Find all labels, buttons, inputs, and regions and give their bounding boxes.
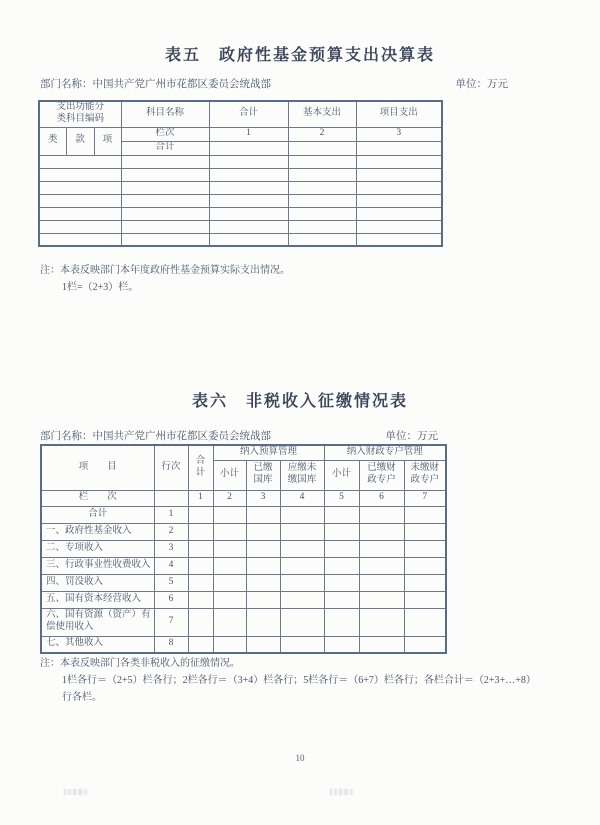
- empty-data-cell: [359, 540, 404, 557]
- table-row: [39, 127, 442, 141]
- empty-data-cell: [359, 506, 404, 523]
- note-line: 行各栏。: [62, 692, 102, 703]
- empty-data-cell: [280, 540, 324, 557]
- table6-department-name: 部门名称：中国共产党广州市花都区委员会统战部: [40, 431, 271, 442]
- empty-data-cell: [359, 636, 404, 653]
- empty-data-cell: [324, 574, 359, 591]
- note-line: 1栏=（2+3）栏。: [62, 282, 139, 293]
- empty-data-cell: [213, 608, 246, 636]
- empty-data-cell: [404, 608, 446, 636]
- empty-data-cell: [209, 194, 288, 207]
- empty-data-cell: [188, 506, 213, 523]
- table-row: [41, 557, 446, 574]
- empty-data-cell: [404, 540, 446, 557]
- table-row: [41, 591, 446, 608]
- empty-data-cell: [288, 155, 356, 168]
- empty-data-cell: [356, 141, 442, 155]
- empty-data-cell: [121, 233, 209, 246]
- empty-data-cell: [359, 591, 404, 608]
- empty-data-cell: [359, 574, 404, 591]
- gov-fund-expenditure-table: [38, 100, 443, 247]
- empty-data-cell: [280, 574, 324, 591]
- table6-title: 表六 非税收入征缴情况表: [191, 393, 408, 410]
- empty-data-cell: [209, 141, 288, 155]
- empty-data-cell: [188, 608, 213, 636]
- empty-data-cell: [39, 207, 121, 220]
- empty-data-cell: [213, 636, 246, 653]
- note-line: 1栏各行＝（2+5）栏各行；2栏各行＝（3+4）栏各行；5栏各行＝（6+7）栏各行；各栏合计＝（2+3+…+8）: [62, 675, 536, 686]
- header-cell-item: 项: [94, 127, 121, 155]
- empty-data-cell: [324, 608, 359, 636]
- table-row: [41, 445, 446, 460]
- header-cell-lanci: 栏次: [121, 127, 209, 141]
- empty-data-cell: [404, 591, 446, 608]
- header-cell-class: 类: [39, 127, 66, 155]
- table-row: [41, 636, 446, 653]
- empty-data-cell: [246, 574, 280, 591]
- table-row: [39, 168, 442, 181]
- column-number-cell: 2: [213, 490, 246, 506]
- empty-data-cell: [188, 540, 213, 557]
- empty-data-cell: [288, 220, 356, 233]
- empty-data-cell: [324, 591, 359, 608]
- empty-data-cell: [209, 168, 288, 181]
- column-number-cell: 5: [324, 490, 359, 506]
- table-row-lanci: [41, 490, 446, 506]
- table6-notes: [40, 655, 536, 706]
- empty-data-cell: [280, 506, 324, 523]
- header-cell-project: 项目支出: [356, 101, 442, 127]
- header-label: 已缴国库: [253, 463, 273, 485]
- empty-data-cell: [356, 181, 442, 194]
- header-cell-basic: 基本支出: [288, 101, 356, 127]
- page-number: 10: [295, 753, 305, 763]
- empty-data-cell: [246, 636, 280, 653]
- empty-data-cell: [213, 523, 246, 540]
- header-cell-paid-treasury: [246, 460, 280, 490]
- empty-data-cell: [246, 557, 280, 574]
- header-cell-line-no: 行次: [154, 445, 188, 490]
- header-cell-fiscal-subtotal: 小计: [324, 460, 359, 490]
- empty-data-cell: [209, 155, 288, 168]
- table5-unit-label: 单位：万元: [455, 79, 508, 90]
- empty-data-cell: [324, 636, 359, 653]
- header-label: 支出功能分类科目编码: [56, 102, 105, 125]
- header-cell-fiscal-group: 纳入财政专户管理: [324, 445, 446, 460]
- header-cell-paid-fiscal-account: [359, 460, 404, 490]
- empty-data-cell: [356, 220, 442, 233]
- row-label: 七、其他收入: [41, 636, 154, 653]
- column-number-cell: 1: [188, 490, 213, 506]
- header-label: 未缴财政专户: [410, 463, 439, 485]
- table-row: [41, 608, 446, 636]
- empty-data-cell: [39, 168, 121, 181]
- row-label: 四、罚没收入: [41, 574, 154, 591]
- row-line-no: 6: [154, 591, 188, 608]
- empty-data-cell: [404, 574, 446, 591]
- header-label: 已缴财政专户: [367, 463, 396, 485]
- table5-title: 表五 政府性基金预算支出决算表: [164, 47, 435, 64]
- empty-data-cell: [404, 506, 446, 523]
- empty-data-cell: [121, 155, 209, 168]
- table-row: [41, 574, 446, 591]
- empty-data-cell: [356, 155, 442, 168]
- row-line-no: 1: [154, 506, 188, 523]
- header-cell-unpaid-treasury: [280, 460, 324, 490]
- empty-data-cell: [209, 220, 288, 233]
- column-number-cell: 3: [246, 490, 280, 506]
- empty-data-cell: [288, 181, 356, 194]
- header-cell-total: 合计: [209, 101, 288, 127]
- header-cell-code-group: [39, 101, 121, 127]
- empty-data-cell: [39, 181, 121, 194]
- empty-data-cell: [324, 506, 359, 523]
- empty-data-cell: [356, 194, 442, 207]
- row-line-no: 8: [154, 636, 188, 653]
- bleed-through-mark: [64, 789, 91, 795]
- empty-data-cell: [359, 608, 404, 636]
- empty-data-cell: [188, 636, 213, 653]
- empty-data-cell: [280, 636, 324, 653]
- row-label: 一、政府性基金收入: [41, 523, 154, 540]
- empty-data-cell: [246, 591, 280, 608]
- note-line: 注：本表反映部门各类非税收入的征缴情况。: [40, 658, 240, 669]
- header-label: 合计: [195, 455, 206, 478]
- table-row: [39, 194, 442, 207]
- table-row: [39, 101, 442, 127]
- header-cell-budget-subtotal: 小计: [213, 460, 246, 490]
- empty-data-cell: [121, 168, 209, 181]
- empty-data-cell: [356, 233, 442, 246]
- empty-data-cell: [359, 523, 404, 540]
- row-line-no: 5: [154, 574, 188, 591]
- lanci-label: 栏 次: [41, 490, 154, 506]
- table-row: [41, 506, 446, 523]
- empty-data-cell: [324, 523, 359, 540]
- empty-data-cell: [280, 608, 324, 636]
- column-number-cell: 3: [356, 127, 442, 141]
- empty-data-cell: [213, 591, 246, 608]
- empty-data-cell: [288, 141, 356, 155]
- total-row-label: 合计: [121, 141, 209, 155]
- empty-data-cell: [288, 168, 356, 181]
- row-line-no: 2: [154, 523, 188, 540]
- empty-data-cell: [188, 557, 213, 574]
- header-cell-section: 款: [66, 127, 94, 155]
- empty-data-cell: [121, 194, 209, 207]
- empty-data-cell: [154, 490, 188, 506]
- empty-data-cell: [356, 207, 442, 220]
- table-row: [39, 233, 442, 246]
- empty-data-cell: [188, 591, 213, 608]
- table-row: [41, 540, 446, 557]
- header-cell-total: [188, 445, 213, 490]
- row-label: 六、国有资源（资产）有偿使用收入: [41, 608, 154, 636]
- empty-data-cell: [213, 506, 246, 523]
- header-cell-budget-group: 纳入预算管理: [213, 445, 324, 460]
- empty-data-cell: [404, 523, 446, 540]
- table-row: [41, 523, 446, 540]
- empty-data-cell: [39, 233, 121, 246]
- header-cell-unpaid-fiscal-account: [404, 460, 446, 490]
- empty-data-cell: [209, 207, 288, 220]
- row-line-no: 4: [154, 557, 188, 574]
- empty-data-cell: [209, 181, 288, 194]
- empty-data-cell: [246, 608, 280, 636]
- empty-data-cell: [359, 557, 404, 574]
- header-cell-subject: 科目名称: [121, 101, 209, 127]
- row-line-no: 3: [154, 540, 188, 557]
- empty-data-cell: [213, 557, 246, 574]
- note-line: 注：本表反映部门本年度政府性基金预算实际支出情况。: [40, 265, 290, 276]
- header-label: 应缴未缴国库: [287, 463, 317, 485]
- nontax-revenue-table: [40, 444, 447, 654]
- column-number-cell: 4: [280, 490, 324, 506]
- row-line-no: 7: [154, 608, 188, 636]
- empty-data-cell: [246, 540, 280, 557]
- empty-data-cell: [288, 194, 356, 207]
- table-row: [39, 155, 442, 168]
- empty-data-cell: [188, 523, 213, 540]
- column-number-cell: 1: [209, 127, 288, 141]
- empty-data-cell: [324, 557, 359, 574]
- empty-data-cell: [39, 220, 121, 233]
- empty-data-cell: [246, 523, 280, 540]
- empty-data-cell: [246, 506, 280, 523]
- table-row: [39, 181, 442, 194]
- table5-notes: [40, 262, 290, 296]
- row-label: 合计: [41, 506, 154, 523]
- empty-data-cell: [288, 233, 356, 246]
- row-label: 五、国有资本经营收入: [41, 591, 154, 608]
- empty-data-cell: [188, 574, 213, 591]
- empty-data-cell: [213, 574, 246, 591]
- table-row: [39, 207, 442, 220]
- column-number-cell: 2: [288, 127, 356, 141]
- empty-data-cell: [39, 155, 121, 168]
- empty-data-cell: [209, 233, 288, 246]
- empty-data-cell: [121, 207, 209, 220]
- table6-unit-label: 单位：万元: [385, 431, 438, 442]
- empty-data-cell: [39, 194, 121, 207]
- empty-data-cell: [280, 591, 324, 608]
- empty-data-cell: [280, 523, 324, 540]
- empty-data-cell: [324, 540, 359, 557]
- empty-data-cell: [404, 557, 446, 574]
- table-row: [39, 220, 442, 233]
- bleed-through-mark: [330, 789, 358, 795]
- empty-data-cell: [356, 168, 442, 181]
- empty-data-cell: [288, 207, 356, 220]
- empty-data-cell: [121, 220, 209, 233]
- column-number-cell: 6: [359, 490, 404, 506]
- row-label: 三、行政事业性收费收入: [41, 557, 154, 574]
- header-cell-item: 项 目: [41, 445, 154, 490]
- empty-data-cell: [121, 181, 209, 194]
- empty-data-cell: [280, 557, 324, 574]
- column-number-cell: 7: [404, 490, 446, 506]
- empty-data-cell: [404, 636, 446, 653]
- empty-data-cell: [213, 540, 246, 557]
- table5-department-name: 部门名称：中国共产党广州市花都区委员会统战部: [40, 79, 271, 90]
- row-label: 二、专项收入: [41, 540, 154, 557]
